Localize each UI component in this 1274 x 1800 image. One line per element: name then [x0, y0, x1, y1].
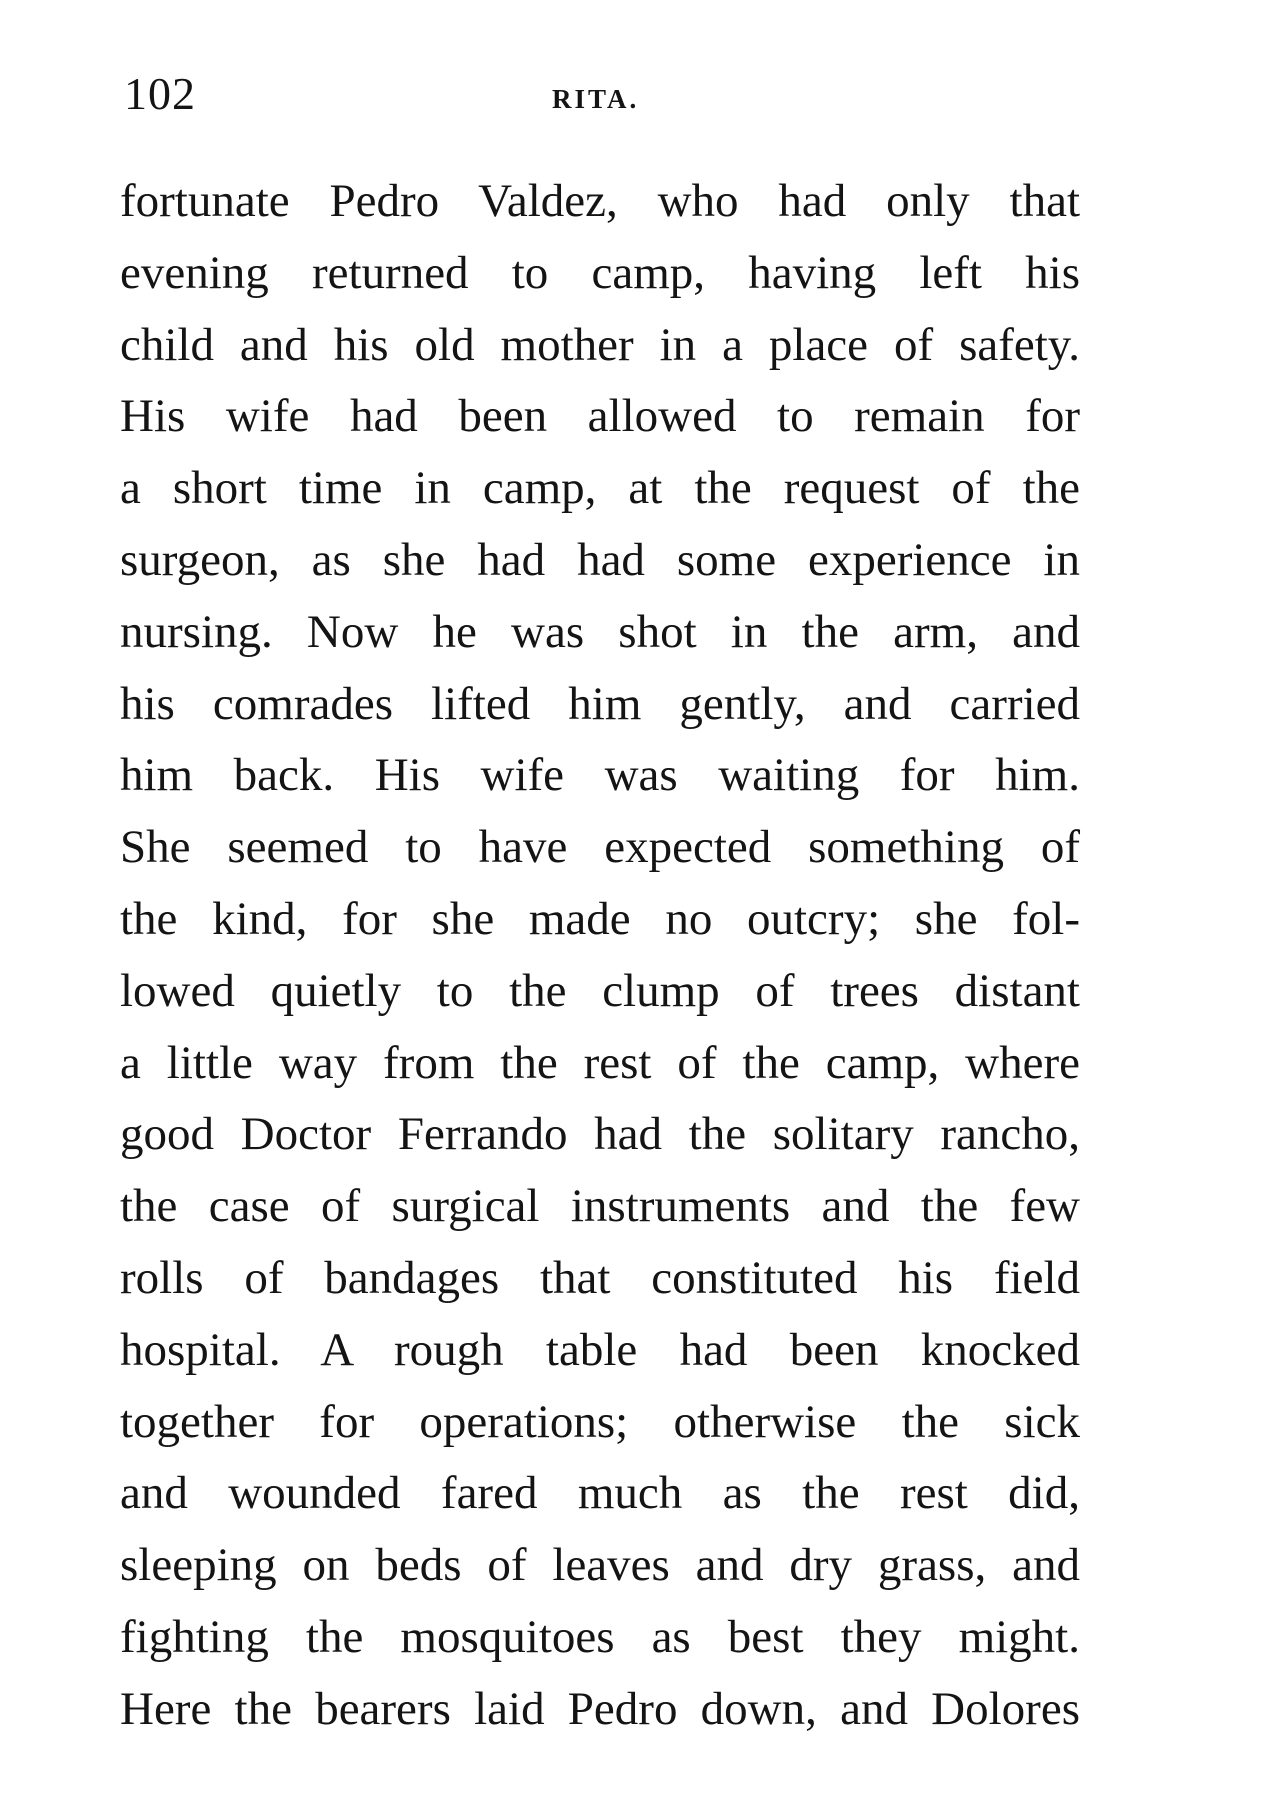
text-line: the kind, for she made no outcry; she fol- — [120, 892, 1080, 945]
text-line: good Doctor Ferrando had the solitary rancho, — [120, 1108, 1080, 1161]
text-line: together for operations; otherwise the sick — [120, 1395, 1080, 1448]
text-line: nursing. Now he was shot in the arm, and — [120, 605, 1080, 658]
text-line: the case of surgical instruments and the few — [120, 1180, 1080, 1233]
body-text — [120, 166, 1080, 1746]
text-line: him back. His wife was waiting for him. — [120, 749, 1080, 802]
text-line: surgeon, as she had had some experience in — [120, 533, 1080, 586]
page-number: 102 — [124, 68, 196, 119]
text-line: She seemed to have expected something of — [120, 821, 1080, 874]
text-line: a short time in camp, at the request of the — [120, 462, 1080, 515]
text-line: a little way from the rest of the camp, where — [120, 1036, 1080, 1089]
text-line: and wounded fared much as the rest did, — [120, 1467, 1080, 1520]
text-line: rolls of bandages that constituted his field — [120, 1251, 1080, 1304]
text-line: evening returned to camp, having left his — [120, 246, 1080, 299]
text-line: sleeping on beds of leaves and dry grass, and — [120, 1539, 1080, 1592]
running-head: RITA. — [552, 84, 640, 114]
text-line: Here the bearers laid Pedro down, and Dolores — [120, 1682, 1080, 1735]
text-line: his comrades lifted him gently, and carried — [120, 677, 1080, 730]
text-line: fighting the mosquitoes as best they might. — [120, 1610, 1080, 1663]
page-header — [124, 68, 1084, 128]
text-line: child and his old mother in a place of safety. — [120, 318, 1080, 371]
text-line: lowed quietly to the clump of trees distant — [120, 964, 1080, 1017]
text-line: fortunate Pedro Valdez, who had only that — [120, 175, 1080, 227]
text-line: hospital. A rough table had been knocked — [120, 1323, 1080, 1376]
text-line: His wife had been allowed to remain for — [120, 390, 1080, 443]
